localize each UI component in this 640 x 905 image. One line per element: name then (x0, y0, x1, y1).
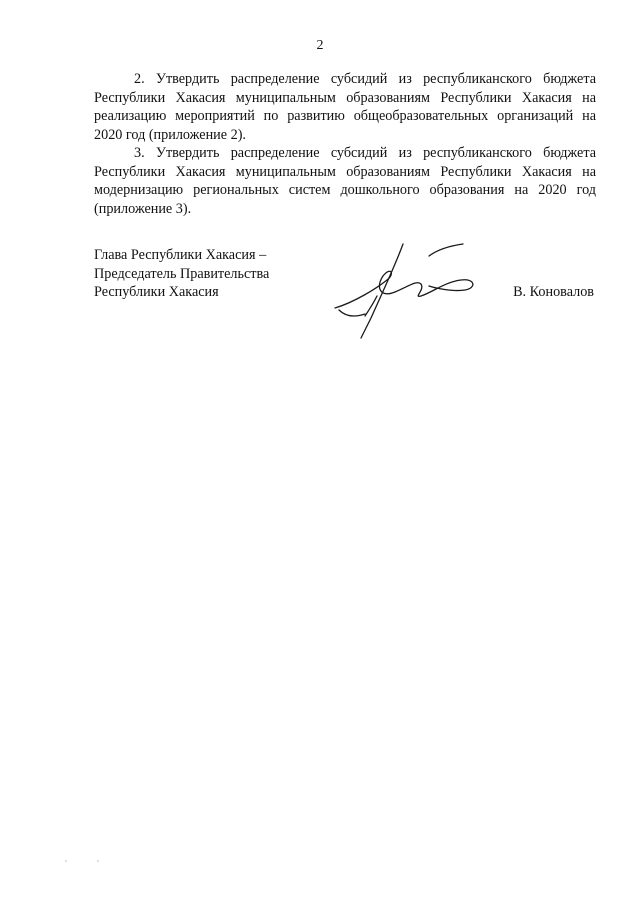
position-line: Глава Республики Хакасия – (94, 247, 267, 263)
position-line: Председатель Правительства (94, 265, 270, 282)
page-number: 2 (316, 38, 324, 53)
paragraph-item-3: 3. Утвердить распределение субсидий из республиканского бюджета Республики Хакасия муниципальным образованиям Республики Хакасия на модернизацию региональных систем дошкольного образования на 2020 год (приложение 3). (94, 145, 596, 217)
handwritten-signature (325, 236, 485, 341)
scan-artifact (64, 858, 104, 864)
paragraph-item-2: 2. Утвердить распределение субсидий из республиканского бюджета Республики Хакасия муниципальным образованиям Республики Хакасия на реализацию мероприятий по развитию общеобразовательных организаций на 2020 год (приложение 2). (94, 71, 596, 143)
position-line: Республики Хакасия (94, 284, 219, 300)
signatory-name: В. Коновалов (513, 284, 594, 300)
document-body (94, 70, 596, 218)
signatory-position (94, 246, 269, 302)
